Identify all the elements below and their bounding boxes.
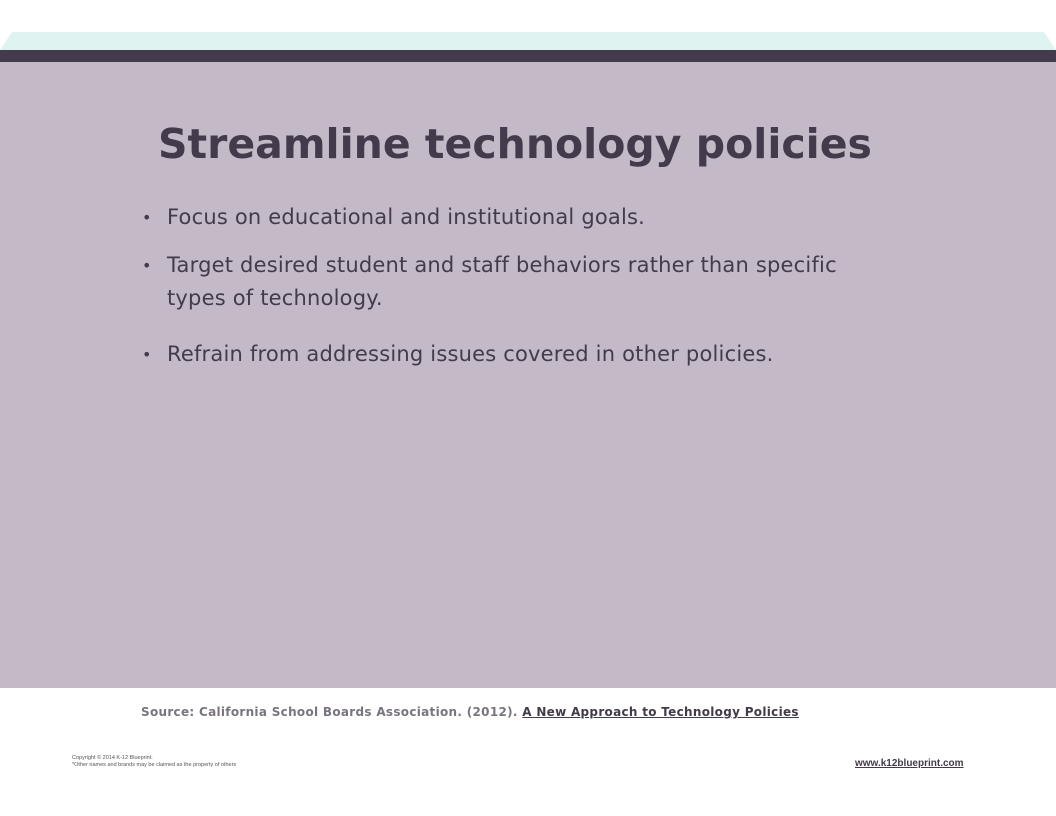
bullet-marker: • [142,256,152,275]
bullet-item [142,338,842,371]
bullet-text: Refrain from addressing issues covered in other policies. [167,342,774,366]
source-citation [141,705,799,719]
bullet-marker: • [142,345,152,364]
source-link[interactable]: A New Approach to Technology Policies [522,705,799,719]
bullet-marker: • [142,208,152,227]
bullet-item [142,201,842,234]
website-link[interactable]: www.k12blueprint.com [855,758,964,769]
bullet-item [142,249,842,315]
copyright-notice [72,755,236,769]
source-prefix: Source: California School Boards Association. (2012). [141,705,518,719]
slide-title: Streamline technology policies [158,120,872,168]
top-accent-band [0,32,1056,50]
bullet-text: Target desired student and staff behaviors rather than specific types of technology. [167,253,837,310]
trademark-line: *Other names and brands may be claimed as the property of others [72,762,237,768]
bullet-text: Focus on educational and institutional goals. [167,205,646,229]
copyright-line: Copyright © 2014 K-12 Blueprint. [72,755,153,761]
top-dark-band [0,50,1056,62]
